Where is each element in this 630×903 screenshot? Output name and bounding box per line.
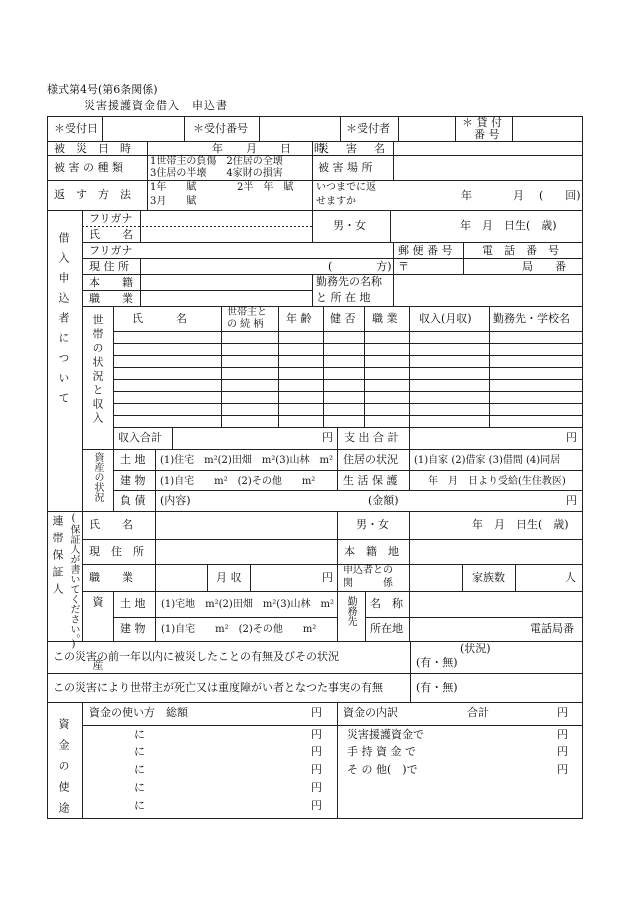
applicant-furigana-label: フリガナ — [89, 212, 133, 225]
debt-amount: (金額) — [368, 494, 399, 507]
history-q1-status: (状況) — [460, 642, 491, 655]
usage-item-2-yen: 円 — [311, 745, 322, 758]
repay-until-label-1: いつまでに返 — [316, 182, 376, 193]
damage-type-option-1: 1世帯主の負傷 2住居の全壊 — [150, 156, 283, 167]
usage-breakdown-2: 手 持 資 金 で — [347, 745, 416, 758]
income-total-yen: 円 — [322, 431, 333, 444]
guarantor-address-label: 現 住 所 — [89, 545, 144, 558]
occupation-label: 職 業 — [89, 292, 133, 305]
postal-mark: 〒 — [398, 260, 409, 273]
usage-breakdown-1-yen: 円 — [557, 728, 568, 741]
current-address-label: 現 住 所 — [89, 260, 129, 273]
debt-label: 負 債 — [120, 494, 146, 507]
guarantor-land-options: (1)宅地 m²(2)田畑 m²(3)山林 m² — [161, 599, 334, 610]
damage-type-label: 被 害 の 種 類 — [54, 161, 123, 174]
loan-number-label-1: ＊ 貸 付 — [462, 116, 502, 129]
housing-status-label: 住居の状況 — [343, 453, 398, 466]
welfare-value: 年 月 日より受給(生住教医) — [428, 476, 566, 487]
usage-right-total: 合計 — [467, 706, 489, 719]
applicant-name-label: 氏 名 — [89, 228, 133, 241]
address-kata: ( 方) — [328, 260, 392, 273]
col-relation-1: 世帯主と — [227, 307, 267, 318]
guarantor-domicile-label: 本 籍 地 — [344, 545, 399, 558]
col-income: 収入(月収) — [419, 312, 472, 325]
guarantor-note: (保証人が書いてください。) — [68, 513, 79, 650]
usage-right-title: 資金の内訳 — [343, 706, 398, 719]
usage-item-5: に — [134, 799, 145, 812]
housing-options: (1)自家 (2)借家 (3)借間 (4)同居 — [414, 455, 561, 466]
guarantor-building-label: 建 物 — [120, 622, 146, 635]
col-relation-2: の 続 柄 — [227, 319, 264, 330]
assets-section-label: 資産の状況 — [92, 452, 103, 502]
applicant-section-label: 借入申込者について — [57, 232, 70, 412]
guarantor-assets-label: 資 産 — [91, 596, 104, 680]
guarantor-land-label: 土 地 — [120, 597, 146, 610]
col-job: 職 業 — [372, 312, 398, 325]
phone-number-label: 電 話 番 号 — [482, 244, 559, 257]
guarantor-work-place: 所在地 — [370, 622, 403, 635]
disaster-datetime-value: 年 月 日 時 — [212, 142, 331, 155]
usage-item-2: に — [134, 745, 145, 758]
guarantor-work-label: 勤務先 — [345, 596, 356, 626]
usage-item-1-yen: 円 — [311, 728, 322, 741]
repayment-method-label: 返 す 方 法 — [54, 188, 131, 201]
applicant-gender: 男・女 — [333, 219, 366, 232]
reception-number-label: ＊受付番号 — [193, 122, 248, 135]
disaster-datetime-label: 被 災 日 時 — [54, 142, 131, 155]
building-label: 建 物 — [120, 474, 146, 487]
repayment-option-2: 2半 年 賦 — [237, 182, 294, 193]
repay-until-label-2: せますか — [316, 196, 356, 207]
expense-total-yen: 円 — [566, 431, 577, 444]
workplace-label-1: 勤務先の名称 — [316, 275, 382, 288]
usage-breakdown-2-yen: 円 — [557, 745, 568, 758]
repayment-option-1: 1年 賦 — [150, 182, 197, 193]
repay-year-month: 年 月 — [461, 189, 526, 202]
land-label: 土 地 — [120, 453, 146, 466]
guarantor-relation-2: 関 係 — [343, 578, 393, 589]
usage-item-4-yen: 円 — [311, 781, 322, 794]
applicant-birthdate: 年 月 日生( 歳) — [460, 219, 557, 232]
usage-item-1: に — [134, 728, 145, 741]
usage-item-3-yen: 円 — [311, 763, 322, 776]
guarantor-phone-station: 電話局番 — [530, 622, 574, 635]
damage-place-label: 被 害 場 所 — [318, 161, 373, 174]
form-number: 様式第4号(第6条関係) — [47, 83, 158, 96]
guarantor-monthly-yen: 円 — [322, 571, 333, 584]
guarantor-monthly-label: 月 収 — [216, 571, 242, 584]
household-section-label: 世帯の状況と収入 — [91, 314, 104, 426]
loan-number-label-2: 番 号 — [474, 128, 500, 141]
reception-date-label: ＊受付日 — [54, 122, 98, 135]
guarantor-gender: 男・女 — [356, 518, 389, 531]
guarantor-occupation-label: 職 業 — [89, 571, 133, 584]
income-total-label: 収入合計 — [118, 431, 162, 444]
form-title: 災害援護資金借入 申込書 — [84, 99, 228, 112]
usage-left-total-yen: 円 — [311, 706, 322, 719]
guarantor-building-options: (1)自宅 m² (2)その他 m² — [161, 624, 317, 635]
applicant-furigana2-label: フリガナ — [89, 244, 133, 257]
repayment-option-3: 3月 賦 — [150, 196, 197, 207]
family-count-unit: 人 — [565, 571, 576, 584]
col-health: 健 否 — [330, 312, 356, 325]
history-question-1: この災害の前一年以内に被災したことの有無及びその状況 — [53, 650, 339, 663]
damage-type-option-2: 3住居の半壊 4家財の損害 — [150, 168, 283, 179]
history-q1-answer: (有・無) — [416, 656, 458, 669]
usage-section-label: 資金の使途 — [57, 718, 70, 823]
land-options: (1)住宅 m²(2)田畑 m²(3)山林 m² — [160, 455, 333, 466]
guarantor-section-label: 連帯保証人 — [51, 515, 64, 600]
col-age: 年 齢 — [286, 312, 312, 325]
usage-item-4: に — [134, 781, 145, 794]
col-work: 勤務先・学校名 — [493, 312, 570, 325]
usage-left-title: 資金の使い方 総額 — [89, 706, 188, 719]
guarantor-work-name: 名 称 — [370, 597, 403, 610]
guarantor-birthdate: 年 月 日生( 歳) — [472, 518, 569, 531]
usage-breakdown-1: 災害援護資金で — [347, 728, 424, 741]
history-q2-answer: (有・無) — [416, 681, 458, 694]
guarantor-name-label: 氏 名 — [89, 518, 133, 531]
usage-breakdown-3-yen: 円 — [557, 763, 568, 776]
workplace-label-2: と 所 在 地 — [316, 291, 371, 304]
postal-code-label: 郵 便 番 号 — [398, 244, 453, 257]
domicile-label: 本 籍 — [89, 276, 133, 289]
guarantor-relation-1: 申込者との — [343, 565, 393, 576]
col-name: 氏 名 — [132, 312, 187, 325]
building-options: (1)自宅 m² (2)その他 m² — [160, 476, 316, 487]
expense-total-label: 支 出 合 計 — [344, 431, 399, 444]
reception-person-label: ＊受付者 — [346, 122, 390, 135]
debt-content: (内容) — [160, 494, 191, 507]
repay-times: ( 回) — [539, 189, 581, 202]
debt-yen: 円 — [566, 494, 577, 507]
usage-breakdown-3: そ の 他( )で — [347, 763, 418, 776]
usage-item-5-yen: 円 — [311, 799, 322, 812]
usage-right-total-yen: 円 — [557, 706, 568, 719]
welfare-label: 生 活 保 護 — [343, 474, 398, 487]
phone-station: 局 番 — [522, 260, 566, 273]
usage-item-3: に — [134, 763, 145, 776]
family-count-label: 家族数 — [472, 571, 505, 584]
history-question-2: この災害により世帯主が死亡又は重度障がい者となつた事実の有無 — [53, 681, 383, 694]
disaster-name-label: 災 害 名 — [318, 142, 388, 155]
